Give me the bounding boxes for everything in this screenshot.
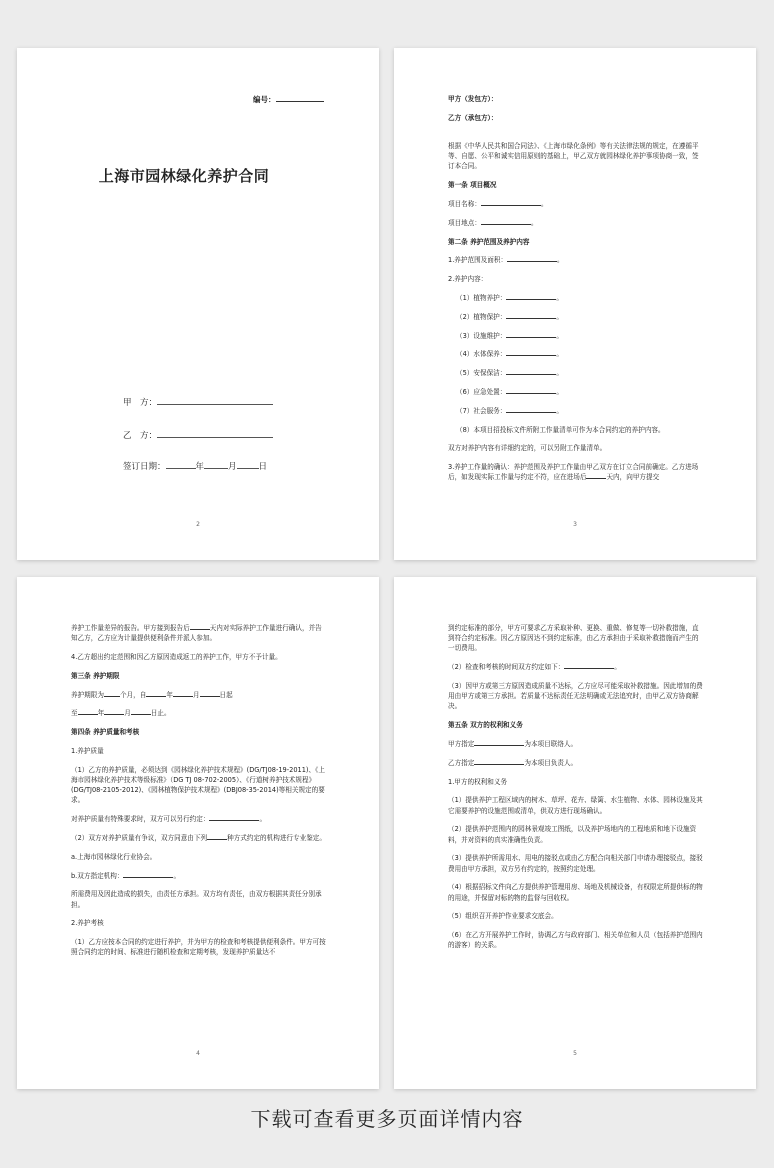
party-b-contact-text: 乙方指定: [448, 758, 475, 767]
month-label: 月: [192, 690, 200, 699]
year-label: 年: [195, 462, 205, 472]
party-b-contact-tail: 为本项目负责人。: [524, 758, 578, 767]
month-label: 月: [228, 462, 237, 472]
number-label: 编号：: [253, 95, 276, 104]
manager-blank: [474, 764, 524, 765]
report-paragraph: [71, 623, 326, 643]
party-b-label: 乙 方：: [123, 431, 158, 441]
preamble: 根据《中华人民共和国合同法》、《上海市绿化条例》等有关法律法规的规定，在遵循平等、自愿、公平和诚实信用原则的基础上，甲乙双方就园林绿化养护事项协商一致，签订本合同。: [448, 142, 699, 171]
scope-label: 1.养护范围及面积：: [448, 256, 508, 265]
party-b-line: [123, 429, 273, 441]
item-3-text: 3.养护工作量的确认：养护范围及养护工作量由甲乙双方在订立合同前确定。乙方进场后，如发现实际工作量与约定不符，应在进场后: [448, 463, 699, 482]
item-blank: [506, 412, 556, 413]
inspection-blank: [564, 668, 614, 669]
month-blank: [173, 696, 193, 697]
right-1: （1）提供养护工程区域内的树木、草坪、花卉、绿篱、水生植物、水体、园林设施及其它需要养护的设施范围或清单，供双方进行现场确认。: [448, 796, 703, 815]
item-label: （7）社会服务：: [456, 406, 507, 415]
article-1: 第一条 项目概况: [448, 181, 497, 190]
item-blank: [506, 337, 556, 338]
party-b-blank: [157, 437, 273, 438]
party-a-contact-tail: 为本项目联络人。: [524, 740, 578, 748]
inspection-time: （2）检查和考核的时间双方约定如下： 。: [448, 663, 621, 672]
year-blank: [166, 468, 196, 469]
project-name-line: 项目名称： 。: [448, 200, 548, 208]
period-end-line: [71, 708, 326, 718]
item-label: （5）安保保洁：: [456, 369, 507, 378]
item-blank: [506, 355, 556, 356]
report-tail: 天内对实际养护工作量进行确认，并告知乙方，乙方应为计量提供便利条件并派人参加。: [71, 624, 322, 643]
page-number: 4: [196, 1050, 200, 1057]
days-blank: [190, 629, 210, 630]
party-a-label: 甲 方：: [123, 398, 158, 408]
item-label: （4）水体保养：: [456, 350, 507, 359]
item-line: （7）社会服务： 。: [456, 406, 563, 415]
month-label: 月: [124, 709, 131, 718]
clause-4: 4.乙方超出约定范围和因乙方原因造成返工的养护工作，甲方不予计量。: [71, 653, 282, 661]
item-label: （6）应急处置：: [456, 387, 507, 396]
day-blank: [131, 714, 151, 715]
year-blank: [78, 714, 98, 715]
item-label: （3）设施维护：: [456, 331, 507, 340]
option-a: a.上海市园林绿化行业协会。: [71, 852, 157, 861]
detail-note: 双方对养护内容有详细约定的，可以另附工作量清单。: [448, 444, 607, 453]
project-location-label: 项目地点：: [448, 218, 481, 227]
page-number: 3: [573, 521, 577, 528]
party-b-contact: [448, 758, 703, 768]
dispute-text: （2）双方对养护质量有争议，双方同意由下列: [71, 833, 208, 842]
period-from: 个月，自: [119, 690, 147, 699]
cost-clause: 所需费用及因此造成的损失，由责任方承担。双方均有责任，由双方根据其责任分别承担。: [71, 890, 322, 909]
sign-date: [123, 460, 267, 472]
item-line: （1）植物养护： 。: [456, 293, 563, 302]
item-line: （6）应急处置： 。: [456, 387, 563, 396]
page-5: [394, 577, 756, 1089]
sign-date-label: 签订日期：: [123, 462, 166, 472]
contract-title: 上海市园林绿化养护合同: [98, 167, 270, 185]
article-4: 第四条 养护质量和考核: [71, 728, 140, 737]
article-5: 第五条 双方的权利和义务: [448, 721, 523, 730]
item-line: （2）植物保护： 。: [456, 312, 563, 321]
assessment-heading: 2.养护考核: [71, 919, 104, 928]
contract-number: [253, 94, 324, 105]
year-label: 年: [166, 690, 173, 699]
article-2: 第二条 养护范围及养护内容: [448, 237, 530, 246]
special-text: 对养护质量有特殊要求时，双方可以另行约定：: [71, 815, 210, 824]
inspection-text: （2）检查和考核的时间双方约定如下：: [448, 663, 565, 672]
year-label: 年: [97, 709, 105, 718]
day-label: 日起: [219, 690, 233, 699]
item-3: [448, 462, 703, 482]
number-blank: [276, 101, 324, 102]
party-b: 乙方（承包方）：: [448, 113, 498, 122]
party-a-contact: [448, 739, 703, 749]
content-label: 2.养护内容：: [448, 275, 488, 284]
item-line: （3）设施维护： 。: [456, 331, 563, 340]
month-blank: [104, 714, 124, 715]
item-line: （4）水体保养： 。: [456, 350, 563, 359]
right-3: （3）提供养护所需用水、用电的接驳点或由乙方配合向相关部门申请办理接驳点，接驳费用由甲方承担，双方另有约定的，按照约定处理。: [448, 854, 703, 873]
months-blank: [104, 696, 120, 697]
right-6: （6）在乙方开展养护工作时，协调乙方与政府部门、相关单位和人员（包括养护范围内的游客）的关系。: [448, 931, 703, 950]
page-number: 5: [573, 1050, 577, 1057]
project-location-line: 项目地点： 。: [448, 218, 538, 227]
month-blank: [204, 468, 228, 469]
item-line: （5）安保保洁： 。: [456, 369, 563, 378]
to-label: 至: [71, 709, 78, 718]
quality-heading: 1.养护质量: [71, 746, 104, 755]
special-requirements: 对养护质量有特殊要求时，双方可以另行约定： 。: [71, 815, 267, 824]
party-a-blank: [157, 404, 273, 405]
quality-standards: （1）乙方的养护质量，必须达到《园林绿化养护技术规程》(DG/TJ08-19-2011)、《上海市园林绿化养护技术等级标准》（DG TJ 08-702-2005）、《行道树养护技术规程》(DG/TJ08-2105-2012)、《园林植物保护技术规程》(DBJ08-35-2014)等相关规定的要求。: [71, 765, 325, 805]
year-blank: [146, 696, 166, 697]
item-blank: [506, 318, 556, 319]
remedy-paragraph: 到约定标准的部分，甲方可要求乙方采取补种、更换、重做、修复等一切补救措施，直到符合约定标准。因乙方原因达不到约定标准，由乙方承担由于采取补救措施而产生的一切费用。: [448, 624, 699, 653]
page-4: [17, 577, 379, 1089]
item-label: （1）植物养护：: [456, 293, 507, 302]
item-blank: [506, 374, 556, 375]
right-5: （5）组织召开养护作业要求交底会。: [448, 912, 558, 921]
scope-line: 1.养护范围及面积： 。: [448, 256, 564, 265]
cover-page: [17, 48, 379, 560]
download-prompt: 下载可查看更多页面详情内容: [250, 1107, 524, 1131]
party-a-line: [123, 396, 273, 408]
third-party-clause: （3）因甲方或第三方原因造成质量不达标，乙方应尽可能采取补救措施。因此增加的费用由甲方或第三方承担。若质量不达标责任无法明确或无法追究时，由甲乙双方协商解决。: [448, 682, 703, 711]
scope-blank: [507, 261, 557, 262]
days-blank: [586, 478, 606, 479]
article-3: 第三条 养护期限: [71, 671, 120, 680]
item-blank: [506, 299, 556, 300]
method-blank: [207, 839, 227, 840]
party-a-contact-text: 甲方指定: [448, 740, 475, 748]
dispute-clause: [71, 833, 326, 843]
party-a: 甲方（发包方）：: [448, 95, 498, 103]
item-8: （8）本项目招投标文件所附工作量清单可作为本合同约定的养护内容。: [456, 425, 665, 434]
right-2: （2）提供养护范围内的园林景观竣工图纸，以及养护场地内的工程地质和地下设施资料，并对资料的真实准确性负责。: [448, 825, 697, 844]
right-4: （4）根据招标文件向乙方提供养护管理用房、场地及机械设备，有权限定所提供标的物的用途，并保留对标的物的监督与回收权。: [448, 883, 703, 902]
item-blank: [506, 393, 556, 394]
special-blank: [209, 820, 259, 821]
day-label: 日: [258, 462, 268, 472]
project-name-label: 项目名称：: [448, 200, 481, 208]
option-b-text: b.双方指定机构：: [71, 871, 124, 880]
report-text: 养护工作量差异的报告。甲方接到报告后: [71, 624, 190, 632]
period-text: 养护期限为: [71, 690, 104, 699]
page-3: [394, 48, 756, 560]
project-location-blank: [481, 224, 531, 225]
agency-blank: [123, 877, 173, 878]
item-3-tail: 天内，向甲方提交: [606, 473, 660, 482]
project-name-blank: [481, 205, 541, 206]
assessment-text: （1）乙方应按本合同的约定进行养护，并为甲方的检查和考核提供便利条件。甲方可按照合同约定的时间、标准进行随机检查和定期考核，发现养护质量达不: [71, 938, 326, 957]
dispute-tail: 种方式约定的机构进行专业鉴定。: [227, 833, 326, 842]
period-line: [71, 690, 326, 700]
item-label: （2）植物保护：: [456, 312, 507, 321]
page-number: 2: [196, 521, 200, 528]
contact-blank: [474, 745, 524, 746]
day-label: 日止。: [150, 709, 171, 718]
option-b: b.双方指定机构： 。: [71, 871, 181, 880]
day-blank: [200, 696, 220, 697]
rights-heading: 1.甲方的权利和义务: [448, 777, 508, 786]
day-blank: [237, 468, 259, 469]
